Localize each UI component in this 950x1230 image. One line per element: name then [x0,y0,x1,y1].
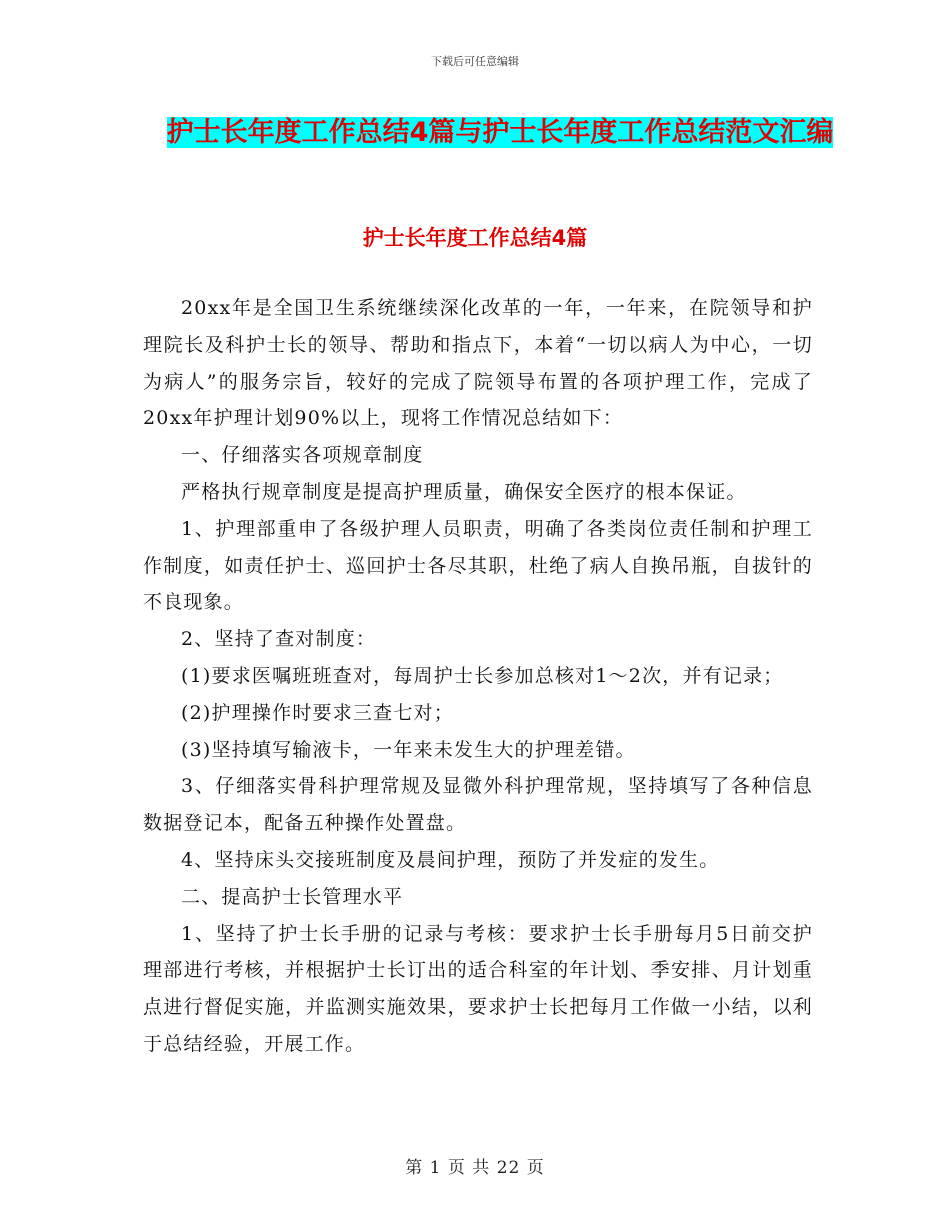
document-body [143,290,813,1063]
document-title [140,110,860,156]
section-title: 护士长年度工作总结4篇 [362,226,588,250]
paragraph: 1、护理部重申了各级护理人员职责，明确了各类岗位责任制和护理工作制度，如责任护士、巡回护士各尽其职，杜绝了病人自换吊瓶，自拔针的不良现象。 [143,517,813,614]
paragraph: 1、坚持了护士长手册的记录与考核：要求护士长手册每月5日前交护理部进行考核，并根据护士长订出的适合科室的年计划、季安排、月计划重点进行督促实施，并监测实施效果，要求护士长把每月工作做一小结，以利于总结经验，开展工作。 [143,922,813,1055]
paragraph: 3、仔细落实骨科护理常规及显微外科护理常规，坚持填写了各种信息数据登记本，配备五种操作处置盘。 [143,775,813,835]
paragraph: 严格执行规章制度是提高护理质量，确保安全医疗的根本保证。 [181,480,747,503]
paragraph: (2)护理操作时要求三查七对； [181,701,454,724]
paragraph: (3)坚持填写输液卡，一年来未发生大的护理差错。 [181,738,636,761]
paragraph: 4、坚持床头交接班制度及晨间护理，预防了并发症的发生。 [181,848,720,871]
paragraph: 二、提高护士长管理水平 [181,885,404,908]
paragraph: (1)要求医嘱班班查对，每周护士长参加总核对1～2次，并有记录； [181,664,784,687]
document-title-text: 护士长年度工作总结4篇与护士长年度工作总结范文汇编 [166,117,834,148]
header-note: 下载后可任意编辑 [431,55,519,68]
paragraph: 一、仔细落实各项规章制度 [181,444,424,467]
paragraph: 2、坚持了查对制度： [181,628,377,651]
page-footer: 第 1 页 共 22 页 [405,1158,545,1178]
paragraph: 20xx年是全国卫生系统继续深化改革的一年，一年来，在院领导和护理院长及科护士长的领导、帮助和指点下，本着“一切以病人为中心，一切为病人”的服务宗旨，较好的完成了院领导布置的各项护理工作，完成了20xx年护理计划90%以上，现将工作情况总结如下： [143,297,813,430]
